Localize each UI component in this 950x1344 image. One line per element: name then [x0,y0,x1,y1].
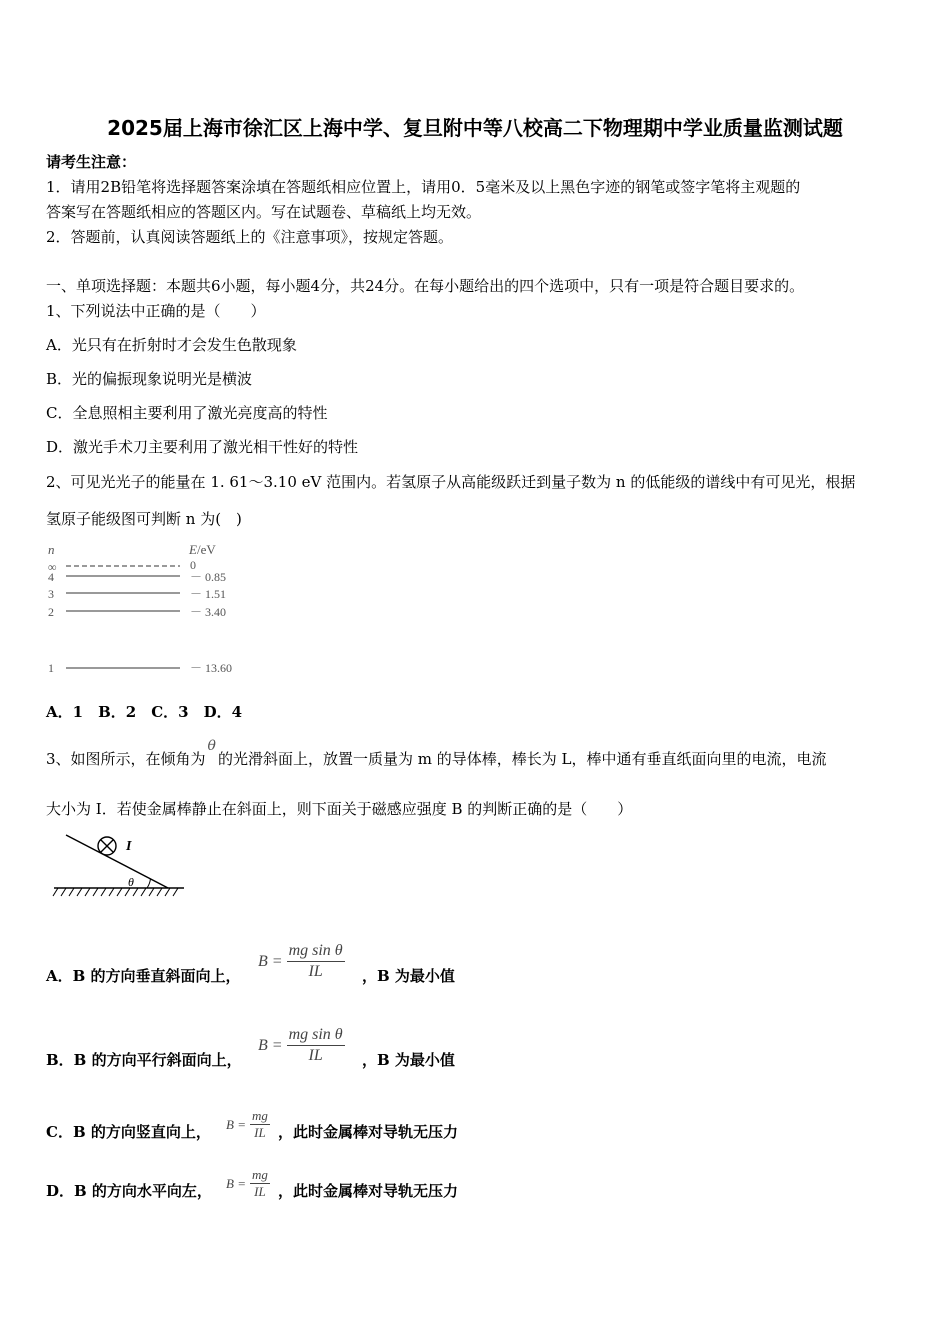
level-3-n: 3 [48,587,54,601]
level-2-n: 2 [48,605,54,619]
q1-option-b: B．光的偏振现象说明光是横波 [46,370,253,388]
q3-option-a-formula [258,941,345,982]
q3-option-b-text: B．B 的方向平行斜面向上， [46,1051,242,1069]
formula-lhs: B = [258,1036,283,1054]
q3-option-c-text: C．B 的方向竖直向上， [46,1123,211,1141]
q3-option-d-formula [226,1167,270,1200]
q3-stem-b: 大小为 I．若使金属棒静止在斜面上，则下面关于磁感应强度 B 的判断正确的是（ ） [46,800,633,818]
level-infinity-n: ∞ [48,560,57,574]
q3-option-b-tail: ，B 为最小值 [362,1051,455,1069]
q3-theta: θ [207,738,216,754]
q1-option-d: D．激光手术刀主要利用了激光相干性好的特性 [46,438,359,456]
formula-denominator: IL [254,1125,266,1140]
formula-denominator: IL [254,1184,266,1199]
incline-line [66,835,168,888]
q3-option-a-tail: ，B 为最小值 [362,967,455,985]
level-3-e: － 1.51 [190,587,227,601]
formula-numerator: mg sin θ [287,1025,345,1046]
q3-stem-a1: 3、如图所示，在倾角为 [46,750,206,768]
q1-stem: 1、下列说法中正确的是（ ） [46,302,266,320]
formula-numerator: mg sin θ [287,941,345,962]
formula-denominator: IL [308,963,323,980]
notice-item-1b: 答案写在答题纸相应的答题区内。写在试题卷、草稿纸上均无效。 [46,203,482,221]
notice-item-2: 2．答题前，认真阅读答题纸上的《注意事项》，按规定答题。 [46,228,454,246]
current-label: I [126,839,132,854]
page-title: 2025届上海市徐汇区上海中学、复旦附中等八校高二下物理期中学业质量监测试题 [107,116,843,140]
notice-heading: 请考生注意： [46,153,137,171]
formula-denominator: IL [308,1047,323,1064]
q2-stem-a: 2、可见光光子的能量在 1. 61～3.10 eV 范围内。若氢原子从高能级跃迁到量子数为 n 的低能级的谱线中有可见光，根据 [46,473,856,491]
q3-option-c-tail: ，此时金属棒对导轨无压力 [278,1123,459,1141]
q2-stem-b: 氢原子能级图可判断 n 为( ) [46,510,242,528]
q3-option-c-formula [226,1108,270,1141]
formula-numerator: mg [251,1108,268,1123]
conductor-rod-icon [98,837,116,855]
diagram-n-label: n [48,542,55,557]
q3-stem-a [46,738,827,770]
incline-figure [50,830,200,905]
section-heading: 一、单项选择题：本题共6小题，每小题4分，共24分。在每小题给出的四个选项中，只有一项是符合题目要求的。 [46,277,805,295]
angle-arc [147,879,151,888]
diagram-e-label: E/eV [189,542,216,557]
formula-lhs: B = [226,1116,246,1132]
level-4-e: － 0.85 [190,570,227,584]
q2-options: A．1 B．2 C．3 D．4 [46,703,243,721]
formula-numerator: mg [251,1167,268,1182]
formula-lhs: B = [258,952,283,970]
q3-option-d-tail: ，此时金属棒对导轨无压力 [278,1182,459,1200]
level-1-e: － 13.60 [190,661,233,675]
level-4-n: 4 [48,570,54,584]
q1-option-a: A．光只有在折射时才会发生色散现象 [46,336,297,354]
q3-option-d-text: D．B 的方向水平向左， [46,1182,212,1200]
level-2-e: － 3.40 [190,605,227,619]
q3-option-b-formula [258,1025,345,1066]
level-infinity-e: 0 [190,558,196,572]
formula-lhs: B = [226,1175,246,1191]
notice-item-1a: 1．请用2B铅笔将选择题答案涂填在答题纸相应位置上，请用0．5毫米及以上黑色字迹的钢笔或签字笔将主观题的 [46,178,801,196]
ground-hatching [53,888,178,896]
angle-label: θ [128,875,134,889]
q3-option-a-text: A．B 的方向垂直斜面向上， [46,967,241,985]
q3-stem-a2: 的光滑斜面上，放置一质量为 m 的导体棒，棒长为 L，棒中通有垂直纸面向里的电流，电流 [217,750,827,768]
energy-level-diagram [44,538,254,683]
level-1-n: 1 [48,661,54,675]
q1-option-c: C．全息照相主要利用了激光亮度高的特性 [46,404,328,422]
